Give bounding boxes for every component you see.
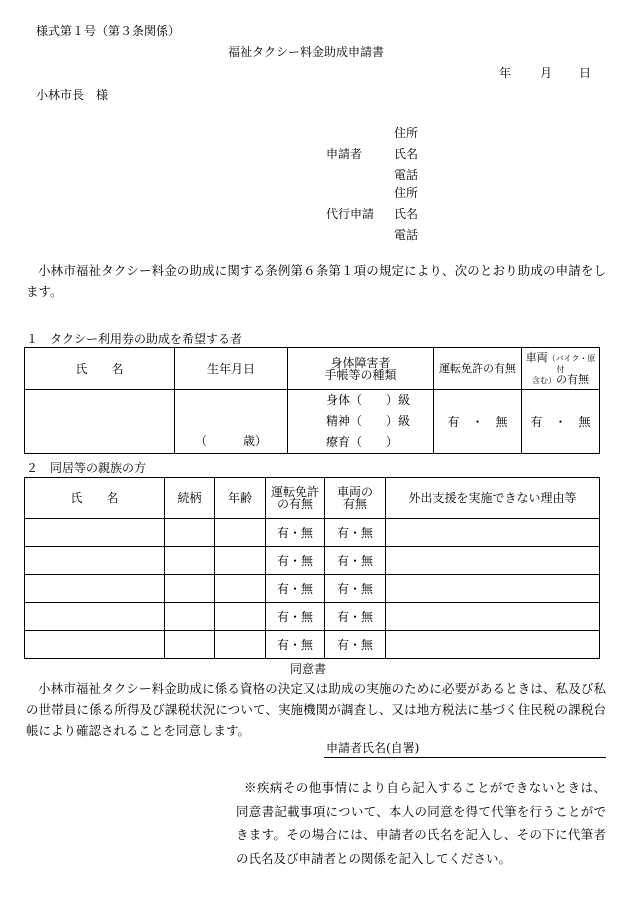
- form-number: 様式第１号（第３条関係）: [36, 24, 181, 38]
- signature-line[interactable]: [324, 757, 606, 758]
- section2-heading: ２ 同居等の親族の方: [26, 461, 147, 475]
- section1-table: [24, 347, 600, 454]
- s2-age-cell[interactable]: [215, 519, 266, 547]
- s2-license-cell[interactable]: 有・無: [266, 519, 325, 547]
- proxy-phone-label: 電話: [394, 228, 419, 242]
- s2-age-cell[interactable]: [215, 603, 266, 631]
- consent-title: 同意書: [290, 662, 327, 676]
- s1-grade-mental: 精神（ ）級: [326, 414, 411, 428]
- s2-header-license-line2: の有無: [276, 497, 313, 511]
- s1-header-handbook-line2: 手帳等の種類: [324, 367, 397, 382]
- s1-header-birthdate: 生年月日: [175, 348, 288, 390]
- addressee: 小林市長 様: [36, 88, 109, 102]
- s2-header-age: 年齢: [215, 478, 266, 519]
- table-row: [25, 519, 600, 547]
- s1-name-cell[interactable]: [25, 390, 175, 454]
- s2-relation-cell[interactable]: [165, 603, 215, 631]
- s2-license-cell[interactable]: 有・無: [266, 575, 325, 603]
- s1-age-text: （ 歳）: [194, 434, 267, 448]
- s2-name-cell[interactable]: [25, 603, 165, 631]
- s2-vehicle-cell[interactable]: 有・無: [325, 603, 386, 631]
- s1-header-vehicle-main: 車両: [525, 351, 548, 364]
- applicant-name-label: 氏名: [394, 147, 419, 161]
- s1-license-value[interactable]: 有 ・ 無: [434, 390, 522, 454]
- s2-reason-cell[interactable]: [386, 547, 600, 575]
- s2-relation-cell[interactable]: [165, 575, 215, 603]
- table-row: [25, 547, 600, 575]
- s2-relation-cell[interactable]: [165, 547, 215, 575]
- date-day-label: 日: [579, 66, 592, 80]
- s2-header-license-line1: 運転免許: [270, 485, 319, 499]
- s1-grade-physical: 身体（ ）級: [326, 393, 411, 407]
- s1-header-vehicle: [522, 348, 600, 390]
- s2-header-reason: 外出支援を実施できない理由等: [386, 478, 600, 519]
- proxy-name-label: 氏名: [394, 207, 419, 221]
- s2-vehicle-cell[interactable]: 有・無: [325, 575, 386, 603]
- s2-relation-cell[interactable]: [165, 519, 215, 547]
- consent-paragraph: 小林市福祉タクシー料金助成に係る資格の決定又は助成の実施のために必要があるときは、私及び私の世帯員に係る所得及び課税状況について、実施機関が調査し、又は地方税法に基づく住民税の課税台帳により確認されることを同意します。: [26, 681, 606, 738]
- s2-header-license: [266, 478, 325, 519]
- s2-license-cell[interactable]: 有・無: [266, 603, 325, 631]
- table-row: [25, 603, 600, 631]
- s2-name-cell[interactable]: [25, 575, 165, 603]
- proxy-writing-note: ※疾病その他事情により自ら記入することができないときは、同意書記載事項について、本人の同意を得て代筆を行うことができます。その場合には、申請者の氏名を記入し、その下に代筆者の氏名及び申請者との関係を記入してください。: [236, 780, 606, 866]
- s1-header-name: 氏 名: [25, 348, 175, 390]
- s2-reason-cell[interactable]: [386, 575, 600, 603]
- s1-header-vehicle-line2-note: 含む）: [532, 376, 556, 385]
- table-row: [25, 631, 600, 659]
- s1-header-vehicle-note: （バイク・原付: [547, 354, 596, 374]
- s2-license-cell[interactable]: 有・無: [266, 631, 325, 659]
- s2-header-name: 氏 名: [25, 478, 165, 519]
- s2-header-vehicle-line2: 有無: [342, 497, 367, 511]
- s2-license-cell[interactable]: 有・無: [266, 547, 325, 575]
- s1-header-license: 運転免許の有無: [434, 348, 522, 390]
- document-title: 福祉タクシー料金助成申請書: [228, 45, 385, 59]
- s1-grade-rehab: 療育（ ）: [326, 435, 399, 449]
- section1-heading: １ タクシー利用券の助成を希望する者: [26, 332, 243, 346]
- proxy-address-label: 住所: [394, 186, 419, 200]
- s2-name-cell[interactable]: [25, 547, 165, 575]
- s2-name-cell[interactable]: [25, 631, 165, 659]
- s2-age-cell[interactable]: [215, 631, 266, 659]
- s2-vehicle-cell[interactable]: 有・無: [325, 547, 386, 575]
- s2-header-vehicle: [325, 478, 386, 519]
- s1-header-handbook: [288, 348, 434, 390]
- s2-vehicle-cell[interactable]: 有・無: [325, 519, 386, 547]
- intro-paragraph: 小林市福祉タクシー料金の助成に関する条例第６条第１項の規定により、次のとおり助成の申請をします。: [26, 263, 606, 299]
- s2-name-cell[interactable]: [25, 519, 165, 547]
- s1-header-handbook-line1: 身体障害者: [330, 355, 391, 370]
- applicant-address-label: 住所: [394, 126, 419, 140]
- s1-vehicle-value[interactable]: 有 ・ 無: [522, 390, 600, 454]
- section2-table: [24, 477, 600, 659]
- date-month-label: 月: [540, 66, 553, 80]
- s2-reason-cell[interactable]: [386, 519, 600, 547]
- proxy-label: 代行申請: [326, 207, 375, 221]
- s2-header-vehicle-line1: 車両の: [336, 485, 373, 499]
- s2-age-cell[interactable]: [215, 575, 266, 603]
- s2-relation-cell[interactable]: [165, 631, 215, 659]
- date-year-label: 年: [499, 66, 512, 80]
- s1-birthdate-cell[interactable]: [175, 390, 288, 454]
- applicant-phone-label: 電話: [394, 168, 419, 182]
- s2-reason-cell[interactable]: [386, 603, 600, 631]
- s2-vehicle-cell[interactable]: 有・無: [325, 631, 386, 659]
- applicant-label: 申請者: [326, 147, 363, 161]
- signature-label: 申請者氏名(自署): [326, 741, 420, 755]
- s2-age-cell[interactable]: [215, 547, 266, 575]
- s2-header-relation: 続柄: [165, 478, 215, 519]
- table-row: [25, 575, 600, 603]
- s2-reason-cell[interactable]: [386, 631, 600, 659]
- s1-grade-cell[interactable]: [288, 390, 434, 454]
- s1-header-vehicle-line2: の有無: [556, 373, 589, 386]
